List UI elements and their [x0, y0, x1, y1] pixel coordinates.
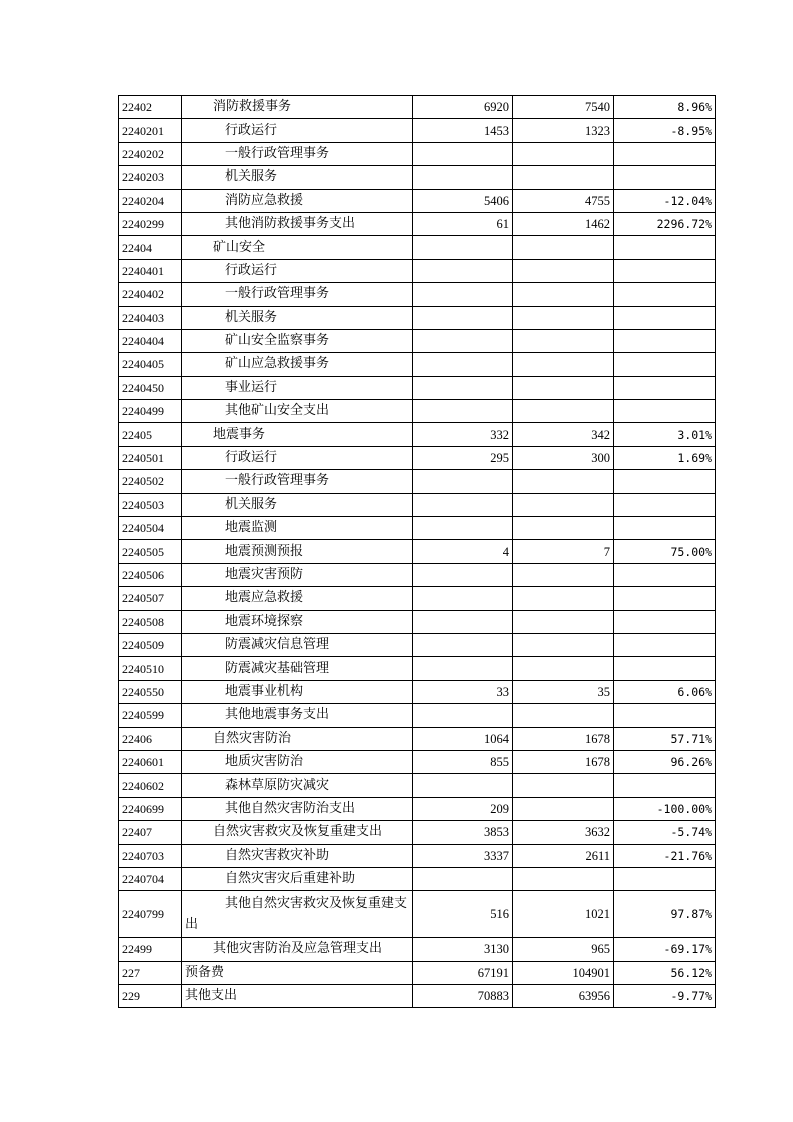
budget-table-body — [119, 96, 716, 1008]
table-row — [119, 657, 716, 680]
row-code: 22499 — [119, 938, 182, 961]
row-value-1: 209 — [413, 797, 513, 820]
row-name: 地震事业机构 — [182, 680, 413, 703]
table-row — [119, 587, 716, 610]
row-change-rate — [614, 493, 716, 516]
row-value-1 — [413, 142, 513, 165]
row-value-1 — [413, 610, 513, 633]
row-value-1: 855 — [413, 750, 513, 773]
row-value-2: 1678 — [513, 750, 614, 773]
row-value-2 — [513, 236, 614, 259]
row-value-1 — [413, 633, 513, 656]
row-name: 事业运行 — [182, 376, 413, 399]
row-code: 2240401 — [119, 259, 182, 282]
row-value-1 — [413, 563, 513, 586]
row-code: 2240404 — [119, 329, 182, 352]
row-code: 22406 — [119, 727, 182, 750]
row-change-rate — [614, 867, 716, 890]
row-change-rate — [614, 470, 716, 493]
row-value-1 — [413, 517, 513, 540]
row-code: 2240202 — [119, 142, 182, 165]
row-value-2: 1323 — [513, 119, 614, 142]
row-name: 地震事务 — [182, 423, 413, 446]
row-value-1: 516 — [413, 891, 513, 938]
row-code: 22402 — [119, 96, 182, 119]
row-value-1 — [413, 470, 513, 493]
row-change-rate: 8.96% — [614, 96, 716, 119]
table-row — [119, 283, 716, 306]
row-value-1: 3853 — [413, 821, 513, 844]
row-name: 防震减灾信息管理 — [182, 633, 413, 656]
table-row — [119, 633, 716, 656]
budget-table — [118, 95, 716, 1008]
table-row — [119, 329, 716, 352]
row-change-rate — [614, 563, 716, 586]
row-name: 行政运行 — [182, 446, 413, 469]
row-value-1 — [413, 166, 513, 189]
row-name: 地震灾害预防 — [182, 563, 413, 586]
row-code: 2240508 — [119, 610, 182, 633]
row-change-rate — [614, 376, 716, 399]
table-row — [119, 259, 716, 282]
row-value-1 — [413, 704, 513, 727]
row-value-2 — [513, 259, 614, 282]
row-value-2 — [513, 400, 614, 423]
table-row — [119, 493, 716, 516]
row-code: 2240599 — [119, 704, 182, 727]
row-change-rate: -21.76% — [614, 844, 716, 867]
row-code: 2240502 — [119, 470, 182, 493]
row-code: 227 — [119, 961, 182, 984]
row-code: 2240204 — [119, 189, 182, 212]
table-row — [119, 446, 716, 469]
table-row — [119, 470, 716, 493]
row-name: 自然灾害灾后重建补助 — [182, 867, 413, 890]
table-row — [119, 938, 716, 961]
row-change-rate: 3.01% — [614, 423, 716, 446]
row-name: 地震监测 — [182, 517, 413, 540]
row-code: 2240201 — [119, 119, 182, 142]
row-name: 自然灾害救灾补助 — [182, 844, 413, 867]
row-name: 机关服务 — [182, 493, 413, 516]
row-change-rate — [614, 774, 716, 797]
row-name: 矿山应急救援事务 — [182, 353, 413, 376]
table-row — [119, 96, 716, 119]
row-value-1: 295 — [413, 446, 513, 469]
row-code: 22407 — [119, 821, 182, 844]
table-row — [119, 563, 716, 586]
row-code: 2240799 — [119, 891, 182, 938]
row-value-1 — [413, 493, 513, 516]
row-change-rate — [614, 142, 716, 165]
row-value-2 — [513, 563, 614, 586]
row-name: 地震应急救援 — [182, 587, 413, 610]
row-name: 矿山安全监察事务 — [182, 329, 413, 352]
row-code: 2240299 — [119, 212, 182, 235]
row-name: 行政运行 — [182, 119, 413, 142]
row-name: 一般行政管理事务 — [182, 142, 413, 165]
table-row — [119, 610, 716, 633]
row-value-2 — [513, 142, 614, 165]
row-change-rate: 75.00% — [614, 540, 716, 563]
row-change-rate: -100.00% — [614, 797, 716, 820]
row-value-2 — [513, 867, 614, 890]
row-code: 2240704 — [119, 867, 182, 890]
row-change-rate — [614, 329, 716, 352]
table-row — [119, 236, 716, 259]
row-change-rate — [614, 306, 716, 329]
row-code: 2240507 — [119, 587, 182, 610]
table-row — [119, 423, 716, 446]
row-change-rate — [614, 633, 716, 656]
row-code: 2240550 — [119, 680, 182, 703]
row-value-1: 3130 — [413, 938, 513, 961]
row-code: 2240450 — [119, 376, 182, 399]
row-value-2 — [513, 610, 614, 633]
row-value-1: 5406 — [413, 189, 513, 212]
row-change-rate: 96.26% — [614, 750, 716, 773]
row-value-1 — [413, 657, 513, 680]
row-code: 2240203 — [119, 166, 182, 189]
row-code: 2240699 — [119, 797, 182, 820]
row-change-rate: 2296.72% — [614, 212, 716, 235]
row-value-1: 1064 — [413, 727, 513, 750]
row-change-rate: 57.71% — [614, 727, 716, 750]
row-code: 2240499 — [119, 400, 182, 423]
row-code: 2240503 — [119, 493, 182, 516]
row-change-rate: -69.17% — [614, 938, 716, 961]
row-code: 2240506 — [119, 563, 182, 586]
table-row — [119, 891, 716, 938]
row-value-2 — [513, 704, 614, 727]
row-code: 22405 — [119, 423, 182, 446]
row-value-1 — [413, 376, 513, 399]
row-name: 地震环境探察 — [182, 610, 413, 633]
row-value-2 — [513, 797, 614, 820]
table-row — [119, 166, 716, 189]
row-value-2: 104901 — [513, 961, 614, 984]
row-name: 行政运行 — [182, 259, 413, 282]
row-value-2 — [513, 376, 614, 399]
row-code: 2240402 — [119, 283, 182, 306]
row-code: 2240501 — [119, 446, 182, 469]
table-row — [119, 961, 716, 984]
row-change-rate — [614, 400, 716, 423]
row-value-2 — [513, 633, 614, 656]
row-name: 自然灾害救灾及恢复重建支出 — [182, 821, 413, 844]
row-name: 防震减灾基础管理 — [182, 657, 413, 680]
row-name: 一般行政管理事务 — [182, 283, 413, 306]
row-value-2: 2611 — [513, 844, 614, 867]
row-value-1 — [413, 259, 513, 282]
row-change-rate — [614, 166, 716, 189]
row-change-rate — [614, 236, 716, 259]
row-value-1 — [413, 400, 513, 423]
row-value-2 — [513, 166, 614, 189]
row-change-rate: -9.77% — [614, 985, 716, 1008]
row-code: 2240601 — [119, 750, 182, 773]
row-name: 机关服务 — [182, 166, 413, 189]
row-value-1: 67191 — [413, 961, 513, 984]
row-name: 地质灾害防治 — [182, 750, 413, 773]
row-value-1: 70883 — [413, 985, 513, 1008]
row-value-2 — [513, 493, 614, 516]
row-value-2 — [513, 329, 614, 352]
row-value-2: 1462 — [513, 212, 614, 235]
row-value-1: 61 — [413, 212, 513, 235]
row-value-2 — [513, 353, 614, 376]
row-value-2: 3632 — [513, 821, 614, 844]
row-value-1: 1453 — [413, 119, 513, 142]
row-change-rate: -5.74% — [614, 821, 716, 844]
row-value-2: 7540 — [513, 96, 614, 119]
row-name: 其他消防救援事务支出 — [182, 212, 413, 235]
table-row — [119, 376, 716, 399]
row-change-rate: 56.12% — [614, 961, 716, 984]
row-code: 2240510 — [119, 657, 182, 680]
row-value-2: 1678 — [513, 727, 614, 750]
row-name: 其他自然灾害防治支出 — [182, 797, 413, 820]
row-change-rate — [614, 657, 716, 680]
row-code: 2240504 — [119, 517, 182, 540]
row-value-1 — [413, 774, 513, 797]
table-row — [119, 212, 716, 235]
table-row — [119, 844, 716, 867]
row-name: 矿山安全 — [182, 236, 413, 259]
row-value-2: 342 — [513, 423, 614, 446]
row-code: 2240509 — [119, 633, 182, 656]
row-value-2: 4755 — [513, 189, 614, 212]
row-value-1 — [413, 329, 513, 352]
table-row — [119, 704, 716, 727]
row-change-rate — [614, 353, 716, 376]
row-change-rate: -8.95% — [614, 119, 716, 142]
row-value-1 — [413, 236, 513, 259]
table-row — [119, 985, 716, 1008]
table-row — [119, 540, 716, 563]
row-code: 2240403 — [119, 306, 182, 329]
row-change-rate — [614, 283, 716, 306]
row-value-2 — [513, 306, 614, 329]
row-value-2: 965 — [513, 938, 614, 961]
row-name-text: 其他自然灾害救灾及恢复重建支出 — [185, 896, 408, 933]
row-value-2: 1021 — [513, 891, 614, 938]
row-name: 地震预测预报 — [182, 540, 413, 563]
row-code: 2240505 — [119, 540, 182, 563]
row-change-rate — [614, 517, 716, 540]
row-value-1 — [413, 587, 513, 610]
row-value-2: 63956 — [513, 985, 614, 1008]
row-code: 2240703 — [119, 844, 182, 867]
row-value-1: 3337 — [413, 844, 513, 867]
row-value-2 — [513, 587, 614, 610]
row-name: 预备费 — [182, 961, 413, 984]
row-name: 消防应急救援 — [182, 189, 413, 212]
row-value-1 — [413, 306, 513, 329]
row-value-1: 6920 — [413, 96, 513, 119]
row-change-rate — [614, 259, 716, 282]
row-change-rate: 1.69% — [614, 446, 716, 469]
row-change-rate: -12.04% — [614, 189, 716, 212]
row-value-2: 7 — [513, 540, 614, 563]
row-value-2 — [513, 774, 614, 797]
row-change-rate: 97.87% — [614, 891, 716, 938]
row-value-2: 35 — [513, 680, 614, 703]
row-code: 2240405 — [119, 353, 182, 376]
row-value-2 — [513, 470, 614, 493]
table-row — [119, 774, 716, 797]
row-name: 其他支出 — [182, 985, 413, 1008]
row-code: 2240602 — [119, 774, 182, 797]
row-value-1: 332 — [413, 423, 513, 446]
table-row — [119, 750, 716, 773]
table-row — [119, 142, 716, 165]
table-row — [119, 400, 716, 423]
table-row — [119, 867, 716, 890]
table-row — [119, 353, 716, 376]
row-value-1 — [413, 283, 513, 306]
row-code: 229 — [119, 985, 182, 1008]
table-row — [119, 119, 716, 142]
row-code: 22404 — [119, 236, 182, 259]
table-row — [119, 727, 716, 750]
row-change-rate — [614, 704, 716, 727]
row-value-2 — [513, 283, 614, 306]
row-name: 一般行政管理事务 — [182, 470, 413, 493]
row-value-1: 4 — [413, 540, 513, 563]
row-value-2 — [513, 517, 614, 540]
table-row — [119, 797, 716, 820]
row-name: 其他灾害防治及应急管理支出 — [182, 938, 413, 961]
table-row — [119, 821, 716, 844]
row-name: 机关服务 — [182, 306, 413, 329]
table-row — [119, 189, 716, 212]
row-name — [182, 891, 413, 938]
row-value-1: 33 — [413, 680, 513, 703]
row-name: 自然灾害防治 — [182, 727, 413, 750]
row-value-1 — [413, 353, 513, 376]
table-row — [119, 680, 716, 703]
row-name: 其他矿山安全支出 — [182, 400, 413, 423]
row-name: 森林草原防灾减灾 — [182, 774, 413, 797]
row-change-rate — [614, 587, 716, 610]
table-row — [119, 306, 716, 329]
row-value-2: 300 — [513, 446, 614, 469]
row-change-rate: 6.06% — [614, 680, 716, 703]
row-value-1 — [413, 867, 513, 890]
row-name: 其他地震事务支出 — [182, 704, 413, 727]
row-value-2 — [513, 657, 614, 680]
row-name: 消防救援事务 — [182, 96, 413, 119]
row-change-rate — [614, 610, 716, 633]
table-row — [119, 517, 716, 540]
